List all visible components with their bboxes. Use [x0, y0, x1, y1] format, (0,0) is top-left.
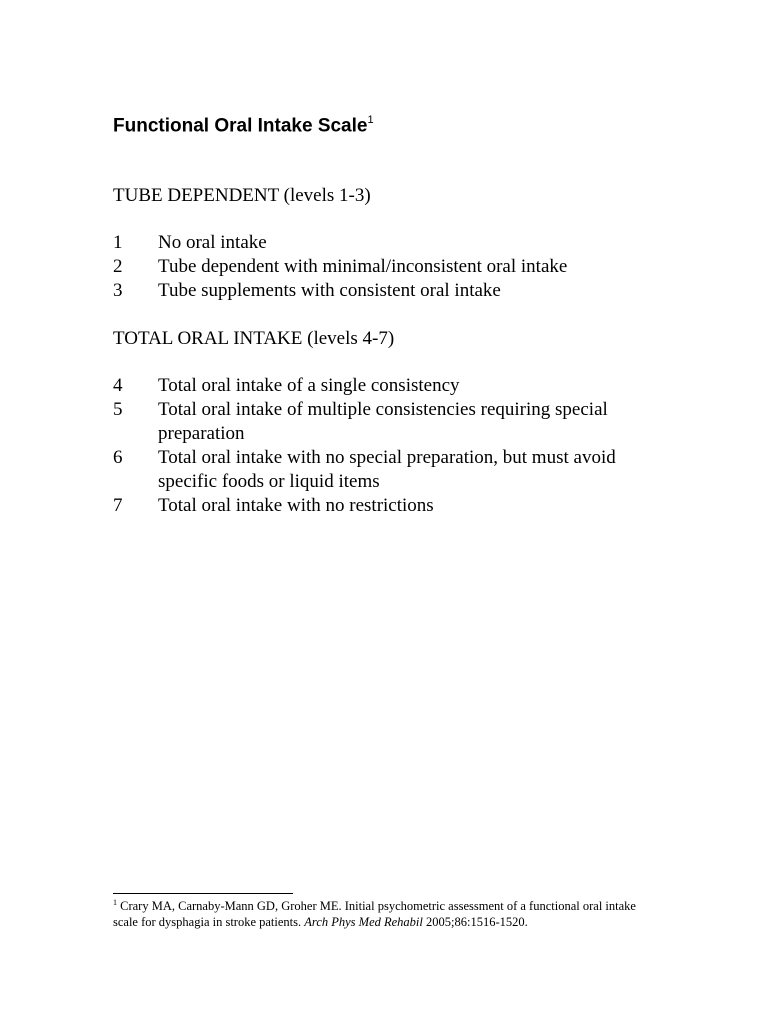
footnote-separator [113, 893, 293, 894]
level-number: 2 [113, 256, 123, 277]
level-description: Total oral intake with no restrictions [158, 495, 434, 516]
level-item [113, 398, 648, 446]
level-description: No oral intake [158, 232, 267, 253]
level-list [113, 231, 648, 303]
section-tube-dependent [113, 184, 673, 301]
footnote-journal: Arch Phys Med Rehabil [304, 915, 423, 929]
document-title [113, 108, 374, 139]
level-number: 6 [113, 447, 123, 468]
level-item [113, 374, 648, 398]
level-number: 1 [113, 232, 123, 253]
footnote-citation-details: 2005;86:1516-1520. [422, 915, 528, 929]
level-list [113, 374, 648, 518]
level-description: Tube dependent with minimal/inconsistent oral intake [158, 256, 568, 277]
level-item [113, 279, 648, 303]
title-text: Functional Oral Intake Scale [113, 115, 368, 137]
level-description: Tube supplements with consistent oral intake [158, 280, 501, 301]
section-heading: TUBE DEPENDENT (levels 1-3) [113, 185, 371, 206]
level-number: 3 [113, 280, 123, 301]
level-number: 5 [113, 399, 123, 420]
footnote-marker: 1 [113, 897, 117, 907]
footnote [113, 898, 653, 930]
level-item [113, 255, 648, 279]
level-item [113, 446, 648, 494]
footnote-citation-text: Crary MA, Carnaby-Mann GD, Groher ME. Initial psychometric assessment of a functional oral intake scale for dysphagia in stroke patients. [113, 899, 636, 929]
level-number: 7 [113, 495, 123, 516]
level-item [113, 494, 648, 518]
title-footnote-marker: 1 [367, 114, 374, 126]
level-number: 4 [113, 375, 123, 396]
level-description: Total oral intake of multiple consistencies requiring special preparation [158, 399, 608, 444]
section-heading: TOTAL ORAL INTAKE (levels 4-7) [113, 328, 395, 349]
section-total-oral-intake [113, 327, 673, 516]
level-item [113, 231, 648, 255]
level-description: Total oral intake of a single consistency [158, 375, 460, 396]
level-description: Total oral intake with no special preparation, but must avoid specific foods or liquid items [158, 447, 616, 492]
